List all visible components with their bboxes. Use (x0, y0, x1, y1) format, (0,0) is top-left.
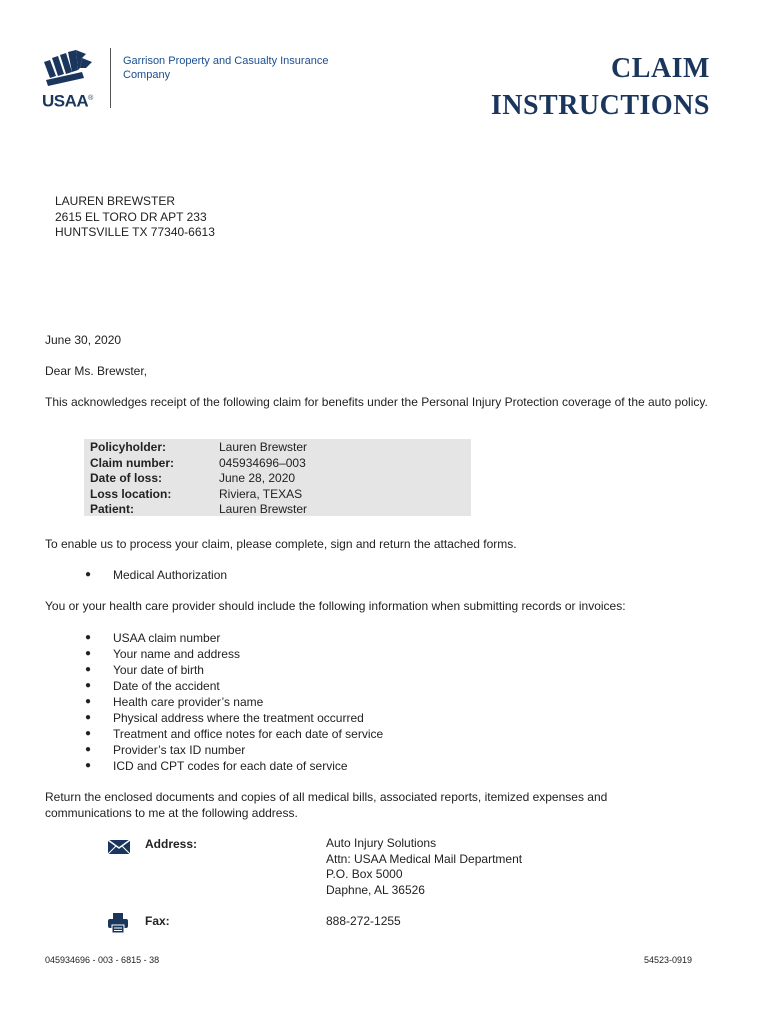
mailing-address (326, 836, 522, 898)
bullet-icon: ● (85, 664, 92, 675)
recipient-address (55, 194, 215, 241)
recipient-street: 2615 EL TORO DR APT 233 (55, 209, 207, 224)
list-item: ● Your date of birth (85, 663, 204, 677)
return-paragraph: Return the enclosed documents and copies of all medical bills, associated reports, itemized expenses and communications to me at the following address. (45, 790, 608, 820)
list-item: ● Your name and address (85, 647, 240, 661)
logo-divider (110, 48, 111, 108)
claim-label: Claim number: (90, 455, 175, 470)
include-paragraph: You or your health care provider should include the following information when submitting records or invoices: (45, 599, 626, 613)
company-name: Garrison Property and Casualty Insurance Company (123, 55, 329, 81)
claim-value: June 28, 2020 (219, 471, 296, 485)
instructions-paragraph: To enable us to process your claim, please complete, sign and return the attached forms. (45, 537, 517, 551)
claim-details-box (84, 439, 471, 516)
envelope-icon (107, 838, 131, 856)
recipient-city: HUNTSVILLE TX 77340-6613 (55, 225, 215, 239)
footer-reference: 045934696 - 003 - 6815 - 38 (45, 955, 160, 965)
bullet-icon: ● (85, 744, 92, 755)
claim-label: Date of loss: (90, 471, 163, 485)
mailing-address-line: Attn: USAA Medical Mail Department (326, 851, 523, 866)
fax-label: Fax: (145, 914, 170, 928)
bullet-icon: ● (85, 712, 92, 723)
address-label: Address: (145, 837, 198, 851)
claim-label: Policyholder: (90, 440, 167, 454)
intro-paragraph: This acknowledges receipt of the following claim for benefits under the Personal Injury Protection coverage of the auto policy. (45, 395, 708, 409)
list-item: ● Medical Authorization (85, 568, 228, 582)
footer-form-number: 54523-0919 (643, 955, 692, 965)
list-item: ● Health care provider’s name (85, 695, 264, 709)
list-item: ● Treatment and office notes for each date of service (85, 727, 384, 741)
title-line-2: INSTRUCTIONS (490, 90, 710, 121)
recipient-name: LAUREN BREWSTER (55, 194, 176, 208)
salutation: Dear Ms. Brewster, (45, 364, 148, 378)
mailing-address-line: Daphne, AL 36526 (326, 882, 425, 897)
bullet-icon: ● (85, 632, 92, 643)
bullet-icon: ● (85, 569, 92, 580)
title-line-1: CLAIM (611, 53, 710, 84)
forms-list (85, 567, 227, 583)
usaa-logo (42, 48, 100, 111)
list-item: ● Physical address where the treatment occurred (85, 711, 364, 725)
claim-value: Lauren Brewster (219, 440, 308, 454)
bullet-icon: ● (85, 648, 92, 659)
list-item: ● ICD and CPT codes for each date of service (85, 759, 348, 773)
claim-label: Loss location: (90, 486, 172, 501)
claim-label: Patient: (90, 502, 135, 516)
mailing-address-line: Auto Injury Solutions (326, 836, 437, 850)
bullet-icon: ● (85, 760, 92, 771)
letter-date: June 30, 2020 (45, 333, 122, 347)
fax-machine-icon (107, 912, 129, 934)
bullet-icon: ● (85, 728, 92, 739)
bullet-icon: ● (85, 696, 92, 707)
logo-wordmark: USAA® (42, 91, 93, 111)
list-item: ● USAA claim number (85, 631, 221, 645)
claim-value: Riviera, TEXAS (219, 486, 303, 501)
bullet-icon: ● (85, 680, 92, 691)
list-item: ● Provider’s tax ID number (85, 743, 246, 757)
list-item: ● Date of the accident (85, 679, 220, 693)
claim-value: Lauren Brewster (219, 502, 308, 516)
claim-value: 045934696–003 (219, 455, 306, 470)
page-title (410, 50, 710, 124)
eagle-logo-icon (42, 48, 98, 90)
required-info-list (85, 630, 383, 774)
mailing-address-line: P.O. Box 5000 (326, 867, 403, 881)
fax-number: 888-272-1255 (326, 914, 401, 928)
